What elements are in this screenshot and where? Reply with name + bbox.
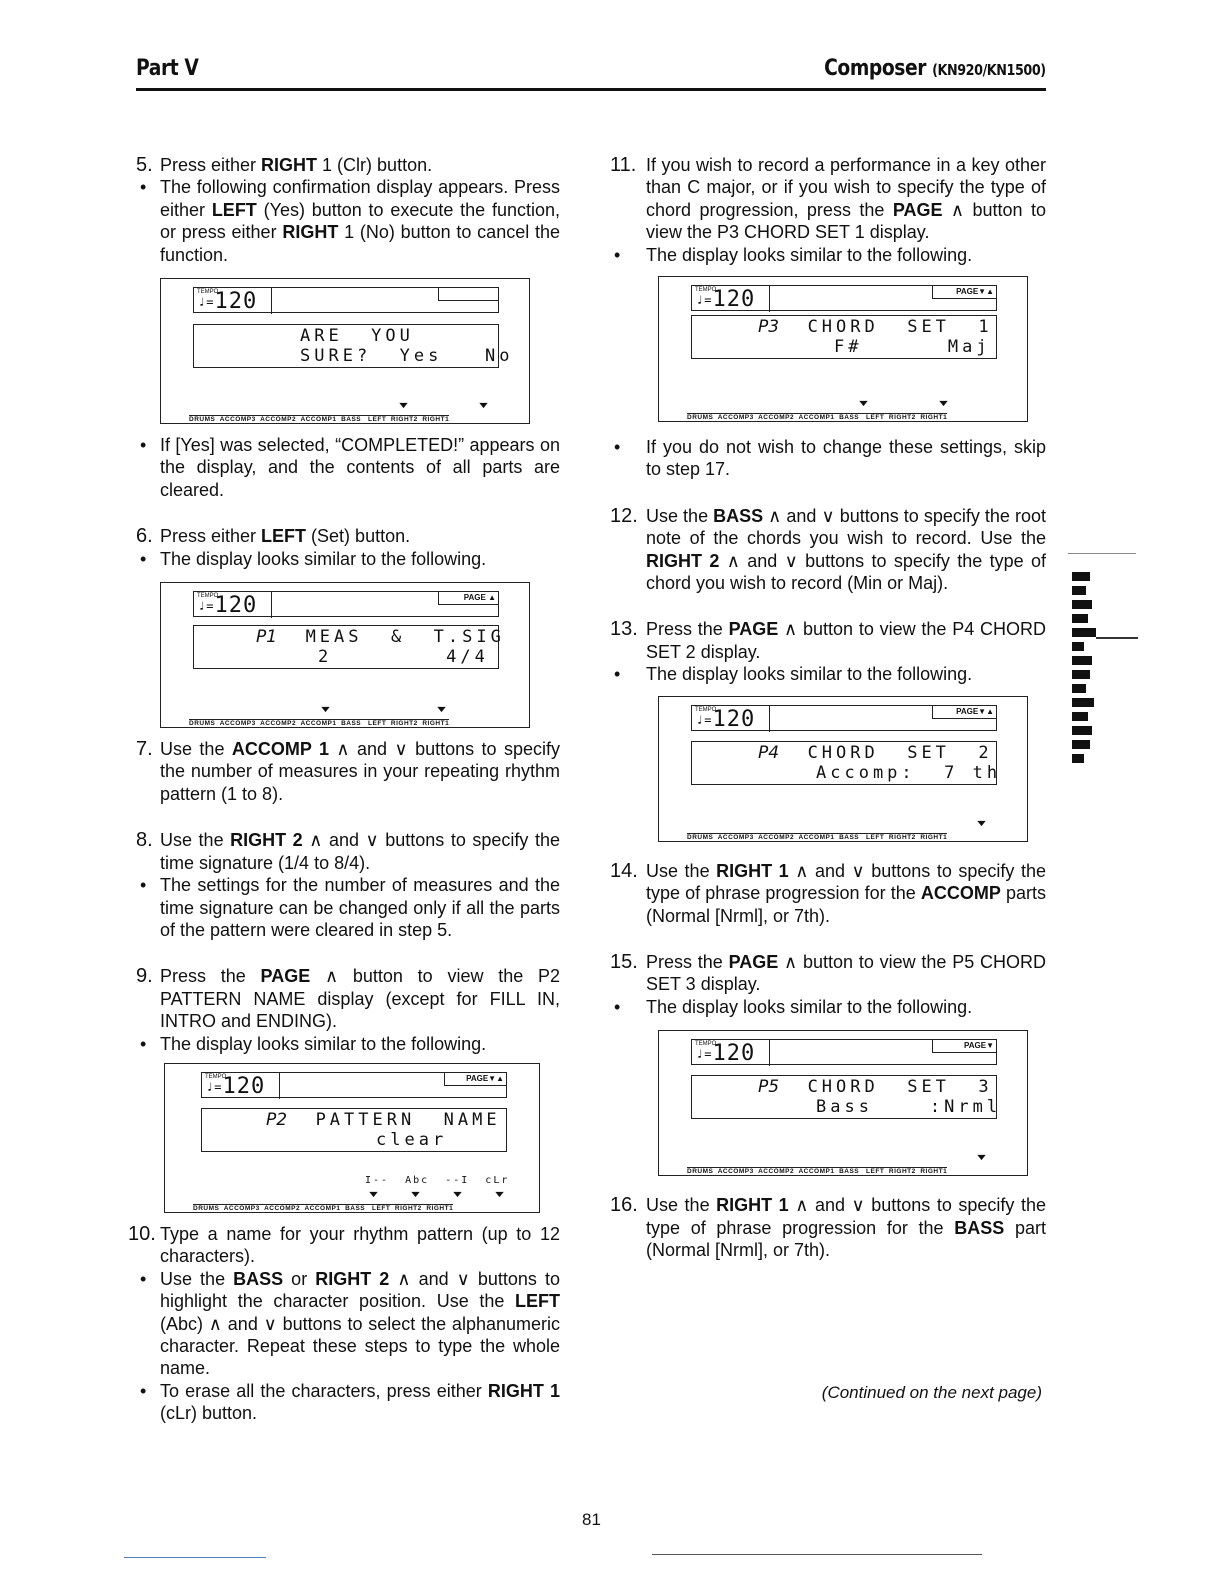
- bullet-item: [136, 434, 560, 501]
- step-5: [136, 154, 560, 176]
- step-6: [136, 525, 560, 547]
- thumb-tab: [1072, 684, 1086, 693]
- footer-rule-left: [124, 1557, 266, 1558]
- thumb-tab: [1072, 726, 1092, 735]
- arrow-down-icon: ▼: [396, 400, 411, 411]
- arrow-down-icon: ▼: [492, 1188, 507, 1199]
- bullet-item: [136, 1380, 560, 1425]
- button-ref: RIGHT 2: [315, 1268, 390, 1289]
- lcd-line-2: F# Maj: [834, 337, 991, 358]
- bullet-text: Use the: [160, 1268, 234, 1289]
- step-number: 10.: [128, 1222, 156, 1245]
- tempo-value: [696, 289, 755, 311]
- bullet-text: If you do not wish to change these settings, skip to step 17.: [646, 437, 1046, 480]
- button-ref: ACCOMP: [920, 883, 1001, 904]
- button-ref: RIGHT: [261, 155, 318, 175]
- arrow-down-icon: ▼: [476, 400, 491, 411]
- lcd-line-1: ARE YOU: [300, 326, 414, 347]
- header-part: Part V: [136, 56, 199, 81]
- button-labels: DRUMS ACCOMP3 ACCOMP2 ACCOMP1 BASS LEFT RIGHT2 RIGHT1: [687, 1168, 948, 1176]
- header-title-models: (KN920/KN1500): [932, 61, 1046, 79]
- continued-note: (Continued on the next page): [821, 1383, 1042, 1402]
- step-number: 5.: [136, 154, 153, 176]
- tempo-number: 120: [222, 1073, 266, 1099]
- bullet-item: [136, 176, 560, 266]
- lcd-line-1: [202, 1110, 506, 1130]
- lcd-top-frame: [201, 1072, 507, 1098]
- header-title: [824, 56, 1046, 81]
- lcd-line-1: [692, 317, 996, 337]
- step-text: ∧ button to view the P3 CHORD SET 1 display.: [646, 199, 1046, 243]
- button-ref: LEFT: [261, 526, 307, 547]
- page-number: 81: [582, 1510, 601, 1529]
- step-13: [610, 618, 1046, 663]
- page-number-label: P3: [758, 317, 780, 338]
- bullet-text: The settings for the number of measures and the time signature can be changed only if all the parts of the pattern were cleared in step 5.: [160, 875, 560, 940]
- step-10: [128, 1222, 560, 1268]
- bullet-text: 1 (No) button to cancel the function.: [160, 222, 560, 265]
- step-text: Use the: [160, 739, 232, 760]
- tempo-number: 120: [712, 287, 756, 313]
- bullet-text: (cLr) button.: [160, 1403, 258, 1424]
- lcd-line-2: Accomp: 7 th: [816, 762, 1002, 783]
- button-ref: RIGHT 1: [716, 860, 789, 881]
- lcd-message-frame: [691, 315, 997, 359]
- step-number: 6.: [136, 525, 153, 548]
- step-text: ∧ and ∨ buttons to specify the type of phrase progression for the: [646, 1195, 1046, 1238]
- lcd-display-pattern-name: [164, 1063, 540, 1213]
- tempo-number: 120: [712, 706, 756, 732]
- lcd-softkey-labels: I-- Abc --I cLr: [365, 1174, 510, 1186]
- step-text: ∧ button to view the P2 PATTERN NAME display (except for FILL IN, INTRO and ENDING).: [160, 966, 560, 1032]
- page-indicator: PAGE ▲: [438, 592, 498, 605]
- step-number: 12.: [610, 504, 638, 527]
- right-column: [610, 154, 1046, 1261]
- lcd-display-chord-set-2: [658, 696, 1028, 842]
- step-text: ∧ button to view the P5 CHORD SET 3 display.: [646, 951, 1046, 995]
- tempo-label: TEMPO: [695, 287, 717, 294]
- bullet-text: To erase all the characters, press either: [160, 1380, 488, 1401]
- lcd-line-2: Bass :Nrml: [816, 1097, 1002, 1118]
- thumb-tab: [1072, 600, 1092, 609]
- step-number: 7.: [136, 738, 153, 761]
- step-number: 14.: [610, 859, 638, 882]
- step-text: ∧ and ∨ buttons to specify the root note of the chords you wish to record. Use the: [646, 505, 1046, 549]
- step-14: [610, 860, 1046, 927]
- thumb-index-tabs: [1072, 572, 1102, 768]
- bullet-item: [610, 663, 1046, 685]
- bullet-text: The display looks similar to the following.: [160, 1033, 487, 1054]
- lcd-line-2: SURE? Yes No: [300, 346, 514, 367]
- button-labels: DRUMS ACCOMP3 ACCOMP2 ACCOMP1 BASS LEFT RIGHT2 RIGHT1: [687, 414, 948, 422]
- thumb-tab: [1072, 642, 1084, 651]
- page-number-label: P2: [266, 1109, 288, 1130]
- button-ref: LEFT: [211, 199, 257, 220]
- bullet-item: [136, 874, 560, 941]
- tempo-label: TEMPO: [197, 289, 219, 296]
- side-divider: [1068, 553, 1136, 554]
- step-12: [610, 505, 1046, 595]
- note-icon: ♩=: [198, 295, 215, 310]
- thumb-tab: [1072, 628, 1096, 637]
- bullet-item: [136, 1033, 560, 1055]
- lcd-top-frame: [193, 591, 499, 617]
- thumb-tab: [1072, 656, 1092, 665]
- page-indicator: [438, 288, 498, 301]
- note-icon: ♩=: [696, 293, 713, 308]
- step-16: [610, 1194, 1046, 1261]
- lcd-line-1: [194, 627, 505, 648]
- thumb-tab: [1072, 754, 1084, 763]
- button-ref: BASS: [233, 1268, 284, 1289]
- tempo-value: [205, 1073, 266, 1099]
- tempo-number: 120: [214, 593, 258, 619]
- lcd-display-meas-tsig: [160, 582, 530, 728]
- button-ref: BASS: [954, 1217, 1005, 1238]
- button-ref: PAGE: [728, 619, 779, 640]
- header-rule: [136, 88, 1046, 91]
- tempo-number: 120: [214, 289, 258, 315]
- button-ref: ACCOMP 1: [231, 739, 329, 760]
- step-text: 1 (Clr) button.: [317, 155, 433, 175]
- bullet-text: The display looks similar to the following.: [646, 664, 973, 685]
- lcd-top-frame: [691, 1039, 997, 1065]
- lcd-line-1: [692, 1077, 996, 1097]
- note-icon: ♩=: [206, 1079, 223, 1094]
- button-ref: RIGHT: [282, 222, 339, 243]
- bullet-text: The following confirmation display appears. Press either: [160, 177, 560, 220]
- bullet-item: [136, 548, 560, 570]
- button-ref: RIGHT 1: [716, 1195, 789, 1216]
- tempo-label: TEMPO: [695, 1041, 717, 1048]
- bullet-item: [610, 436, 1046, 481]
- lcd-message-frame: [691, 1075, 1002, 1119]
- lcd-line-1-text: CHORD SET 1: [807, 317, 993, 338]
- step-15: [610, 951, 1046, 996]
- page-number-label: P5: [758, 1077, 780, 1098]
- tempo-value: [198, 291, 257, 313]
- arrow-down-icon: ▼: [856, 398, 871, 409]
- step-number: 15.: [610, 950, 638, 973]
- step-text: Use the: [646, 1195, 717, 1216]
- arrow-down-icon: ▼: [434, 704, 449, 715]
- note-icon: ♩=: [696, 1047, 713, 1062]
- thumb-tab: [1072, 698, 1094, 707]
- step-number: 16.: [610, 1194, 638, 1217]
- lcd-display-are-you-sure: [160, 278, 530, 424]
- thumb-tab: [1072, 740, 1090, 749]
- arrow-down-icon: ▼: [318, 704, 333, 715]
- step-text: Press the: [646, 619, 729, 640]
- page-indicator: PAGE▼▲: [932, 706, 996, 719]
- tempo-value: [696, 1043, 755, 1065]
- step-text: part (Normal [Nrml], or 7th).: [646, 1217, 1046, 1260]
- tempo-box: [202, 1073, 280, 1099]
- note-icon: ♩=: [696, 712, 713, 727]
- lcd-message-frame: [193, 324, 514, 368]
- arrow-down-icon: ▼: [408, 1188, 423, 1199]
- bullet-text: The display looks similar to the following.: [160, 548, 487, 569]
- button-labels: DRUMS ACCOMP3 ACCOMP2 ACCOMP1 BASS LEFT RIGHT2 RIGHT1: [189, 720, 450, 728]
- lcd-line-1-text: PATTERN NAME: [315, 1109, 501, 1130]
- lcd-line-2: 2 4/4: [318, 647, 489, 668]
- page-indicator: PAGE▼▲: [932, 286, 996, 299]
- step-number: 8.: [136, 829, 153, 852]
- lcd-line-1-text: MEAS & T.SIG: [305, 627, 505, 648]
- step-8: [136, 829, 560, 874]
- page-indicator: PAGE▼▲: [444, 1073, 506, 1086]
- step-number: 9.: [136, 965, 153, 988]
- lcd-line-1: [692, 743, 996, 763]
- step-text: ∧ and ∨ buttons to specify the type of phrase progression for the: [646, 860, 1046, 904]
- lcd-display-chord-set-1: [658, 276, 1028, 422]
- bullet-item: [610, 996, 1046, 1018]
- button-ref: PAGE: [260, 966, 311, 987]
- lcd-line-2: clear: [376, 1129, 448, 1150]
- step-text: ∧ and ∨ buttons to specify the time signature (1/4 to 8/4).: [160, 830, 560, 873]
- page-indicator: PAGE▼: [932, 1040, 996, 1053]
- step-text: (Set) button.: [306, 526, 411, 547]
- note-icon: ♩=: [198, 599, 215, 614]
- bullet-text: ∧ and ∨ buttons to highlight the character position. Use the: [160, 1268, 560, 1312]
- lcd-message-frame: [193, 625, 505, 669]
- step-text: Use the: [646, 860, 717, 881]
- step-9: [136, 965, 560, 1032]
- lcd-top-frame: [193, 287, 499, 313]
- bullet-text: (Yes) button to execute the function, or press either: [160, 199, 560, 243]
- thumb-tab: [1072, 572, 1090, 581]
- bullet-item: [136, 1268, 560, 1380]
- tempo-box: [194, 592, 272, 618]
- lcd-message-frame: [201, 1108, 507, 1152]
- step-11: [610, 154, 1046, 244]
- header-title-main: Composer: [824, 56, 927, 81]
- bullet-text: The display looks similar to the following.: [646, 244, 973, 265]
- thumb-tab: [1072, 586, 1086, 595]
- button-ref: RIGHT 1: [487, 1380, 560, 1401]
- step-text: Use the: [160, 830, 231, 851]
- left-column: [128, 154, 560, 1425]
- tempo-value: [695, 706, 756, 732]
- tempo-label: TEMPO: [695, 706, 717, 713]
- step-text: Press the: [646, 951, 729, 972]
- button-ref: RIGHT 2: [646, 550, 720, 571]
- button-labels: DRUMS ACCOMP3 ACCOMP2 ACCOMP1 BASS LEFT RIGHT2 RIGHT1: [189, 416, 450, 424]
- side-dash: [1096, 637, 1138, 639]
- arrow-down-icon: ▼: [366, 1188, 381, 1199]
- step-7: [136, 738, 560, 805]
- footer-rule-right: [652, 1554, 982, 1555]
- step-text: Type a name for your rhythm pattern (up to 12 characters).: [160, 1223, 560, 1267]
- bullet-text: or: [283, 1268, 316, 1289]
- lcd-line-1-text: CHORD SET 2: [807, 742, 993, 763]
- tempo-number: 120: [712, 1041, 756, 1067]
- tempo-box: [194, 288, 272, 314]
- step-text: If you wish to record a performance in a key other than C major, or if you wish to specify the type of chord progression, press the: [646, 155, 1046, 220]
- step-text: Press either: [160, 155, 262, 175]
- tempo-box: [692, 1040, 770, 1066]
- button-labels: DRUMS ACCOMP3 ACCOMP2 ACCOMP1 BASS LEFT RIGHT2 RIGHT1: [193, 1204, 454, 1212]
- lcd-top-frame: [691, 705, 997, 731]
- arrow-down-icon: ▼: [974, 1152, 989, 1163]
- arrow-down-icon: ▼: [974, 817, 989, 828]
- step-text: ∧ and ∨ buttons to specify the type of chord you wish to record (Min or Maj).: [646, 550, 1046, 594]
- bullet-text: (Abc) ∧ and ∨ buttons to select the alphanumeric character. Repeat these steps to type the whole name.: [160, 1313, 560, 1379]
- thumb-tab: [1072, 712, 1088, 721]
- tempo-value: [198, 595, 257, 617]
- bullet-text: The display looks similar to the following.: [646, 996, 973, 1017]
- step-number: 13.: [610, 618, 638, 641]
- button-ref: BASS: [713, 505, 764, 526]
- thumb-tab: [1072, 614, 1088, 623]
- tempo-label: TEMPO: [205, 1073, 227, 1080]
- step-text: Press either: [160, 526, 262, 547]
- lcd-display-chord-set-3: [658, 1030, 1028, 1176]
- bullet-text: If [Yes] was selected, “COMPLETED!” appears on the display, and the contents of all parts are cleared.: [160, 435, 560, 500]
- tempo-box: [692, 286, 770, 312]
- lcd-line-1-text: CHORD SET 3: [807, 1077, 993, 1098]
- step-text: Use the: [646, 505, 714, 526]
- tempo-box: [692, 706, 770, 732]
- button-ref: PAGE: [892, 199, 943, 220]
- step-number: 11.: [610, 154, 637, 176]
- step-text: parts (Normal [Nrml], or 7th).: [646, 883, 1046, 926]
- step-text: Press the: [160, 966, 261, 987]
- tempo-label: TEMPO: [197, 593, 219, 600]
- page-number-label: P4: [758, 742, 780, 763]
- button-ref: RIGHT 2: [230, 830, 303, 851]
- step-text: ∧ and ∨ buttons to specify the number of measures in your repeating rhythm pattern (1 to 8).: [160, 739, 560, 804]
- arrow-down-icon: ▼: [936, 398, 951, 409]
- bullet-item: [610, 244, 1046, 266]
- lcd-message-frame: [691, 741, 1002, 785]
- step-text: ∧ button to view the P4 CHORD SET 2 display.: [646, 619, 1046, 662]
- thumb-tab: [1072, 670, 1090, 679]
- page-number-label: P1: [256, 627, 278, 648]
- button-labels: DRUMS ACCOMP3 ACCOMP2 ACCOMP1 BASS LEFT RIGHT2 RIGHT1: [687, 833, 948, 841]
- button-ref: LEFT: [515, 1291, 560, 1312]
- lcd-top-frame: [691, 285, 997, 311]
- button-ref: PAGE: [728, 951, 779, 972]
- arrow-down-icon: ▼: [450, 1188, 465, 1199]
